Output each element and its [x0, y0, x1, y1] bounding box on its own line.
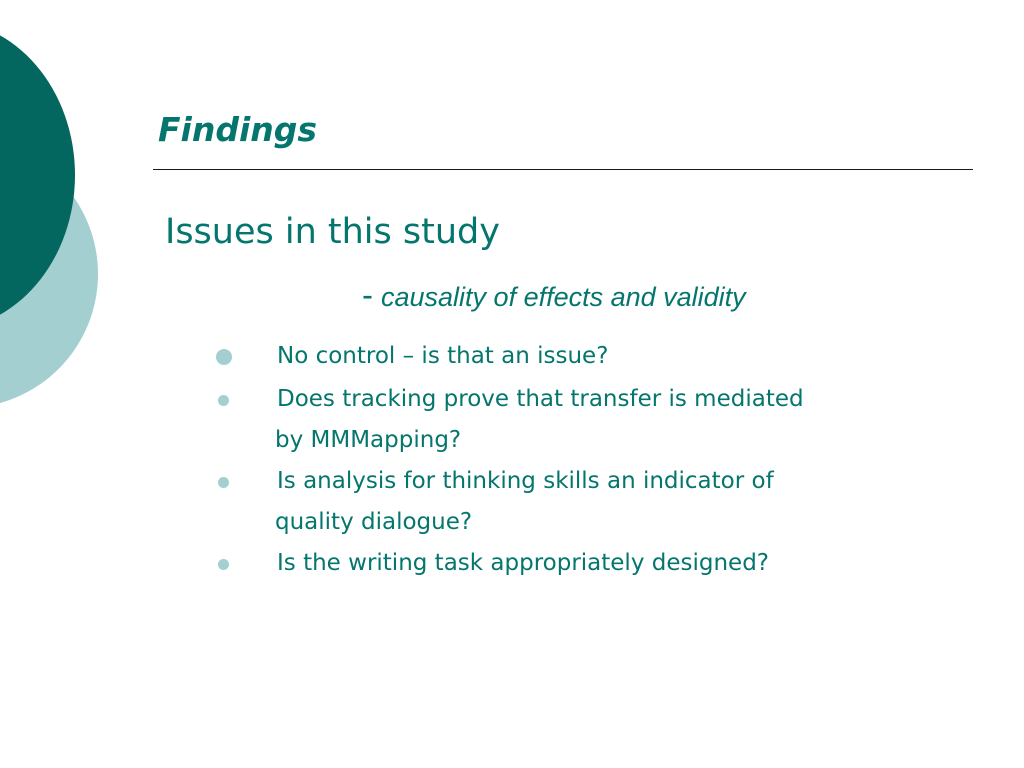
bullet-dot-icon [218, 559, 229, 570]
section-heading: Issues in this study [165, 212, 500, 252]
subheading [362, 276, 746, 314]
list-item-text [277, 379, 967, 461]
list-item-text [277, 461, 967, 543]
list-item-text [277, 543, 967, 584]
slide-title: Findings [158, 110, 318, 149]
list-item-text [277, 336, 967, 377]
subheading-text: causality of effects and validity [381, 282, 746, 312]
list-item-line: Is analysis for thinking skills an indicator of [277, 468, 774, 494]
list-item-line: Does tracking prove that transfer is mediated [277, 386, 804, 412]
bullet-dot-icon [218, 395, 229, 406]
bullet-dot-icon [218, 477, 229, 488]
list-item-line: quality dialogue? [275, 509, 473, 535]
list-item-line: by MMMapping? [275, 427, 462, 453]
subheading-dash: - [362, 276, 373, 313]
list-item-line: No control – is that an issue? [277, 343, 609, 369]
bullet-dot-icon [216, 349, 232, 365]
title-divider [153, 169, 973, 170]
list-item-line: Is the writing task appropriately designed? [277, 550, 770, 576]
